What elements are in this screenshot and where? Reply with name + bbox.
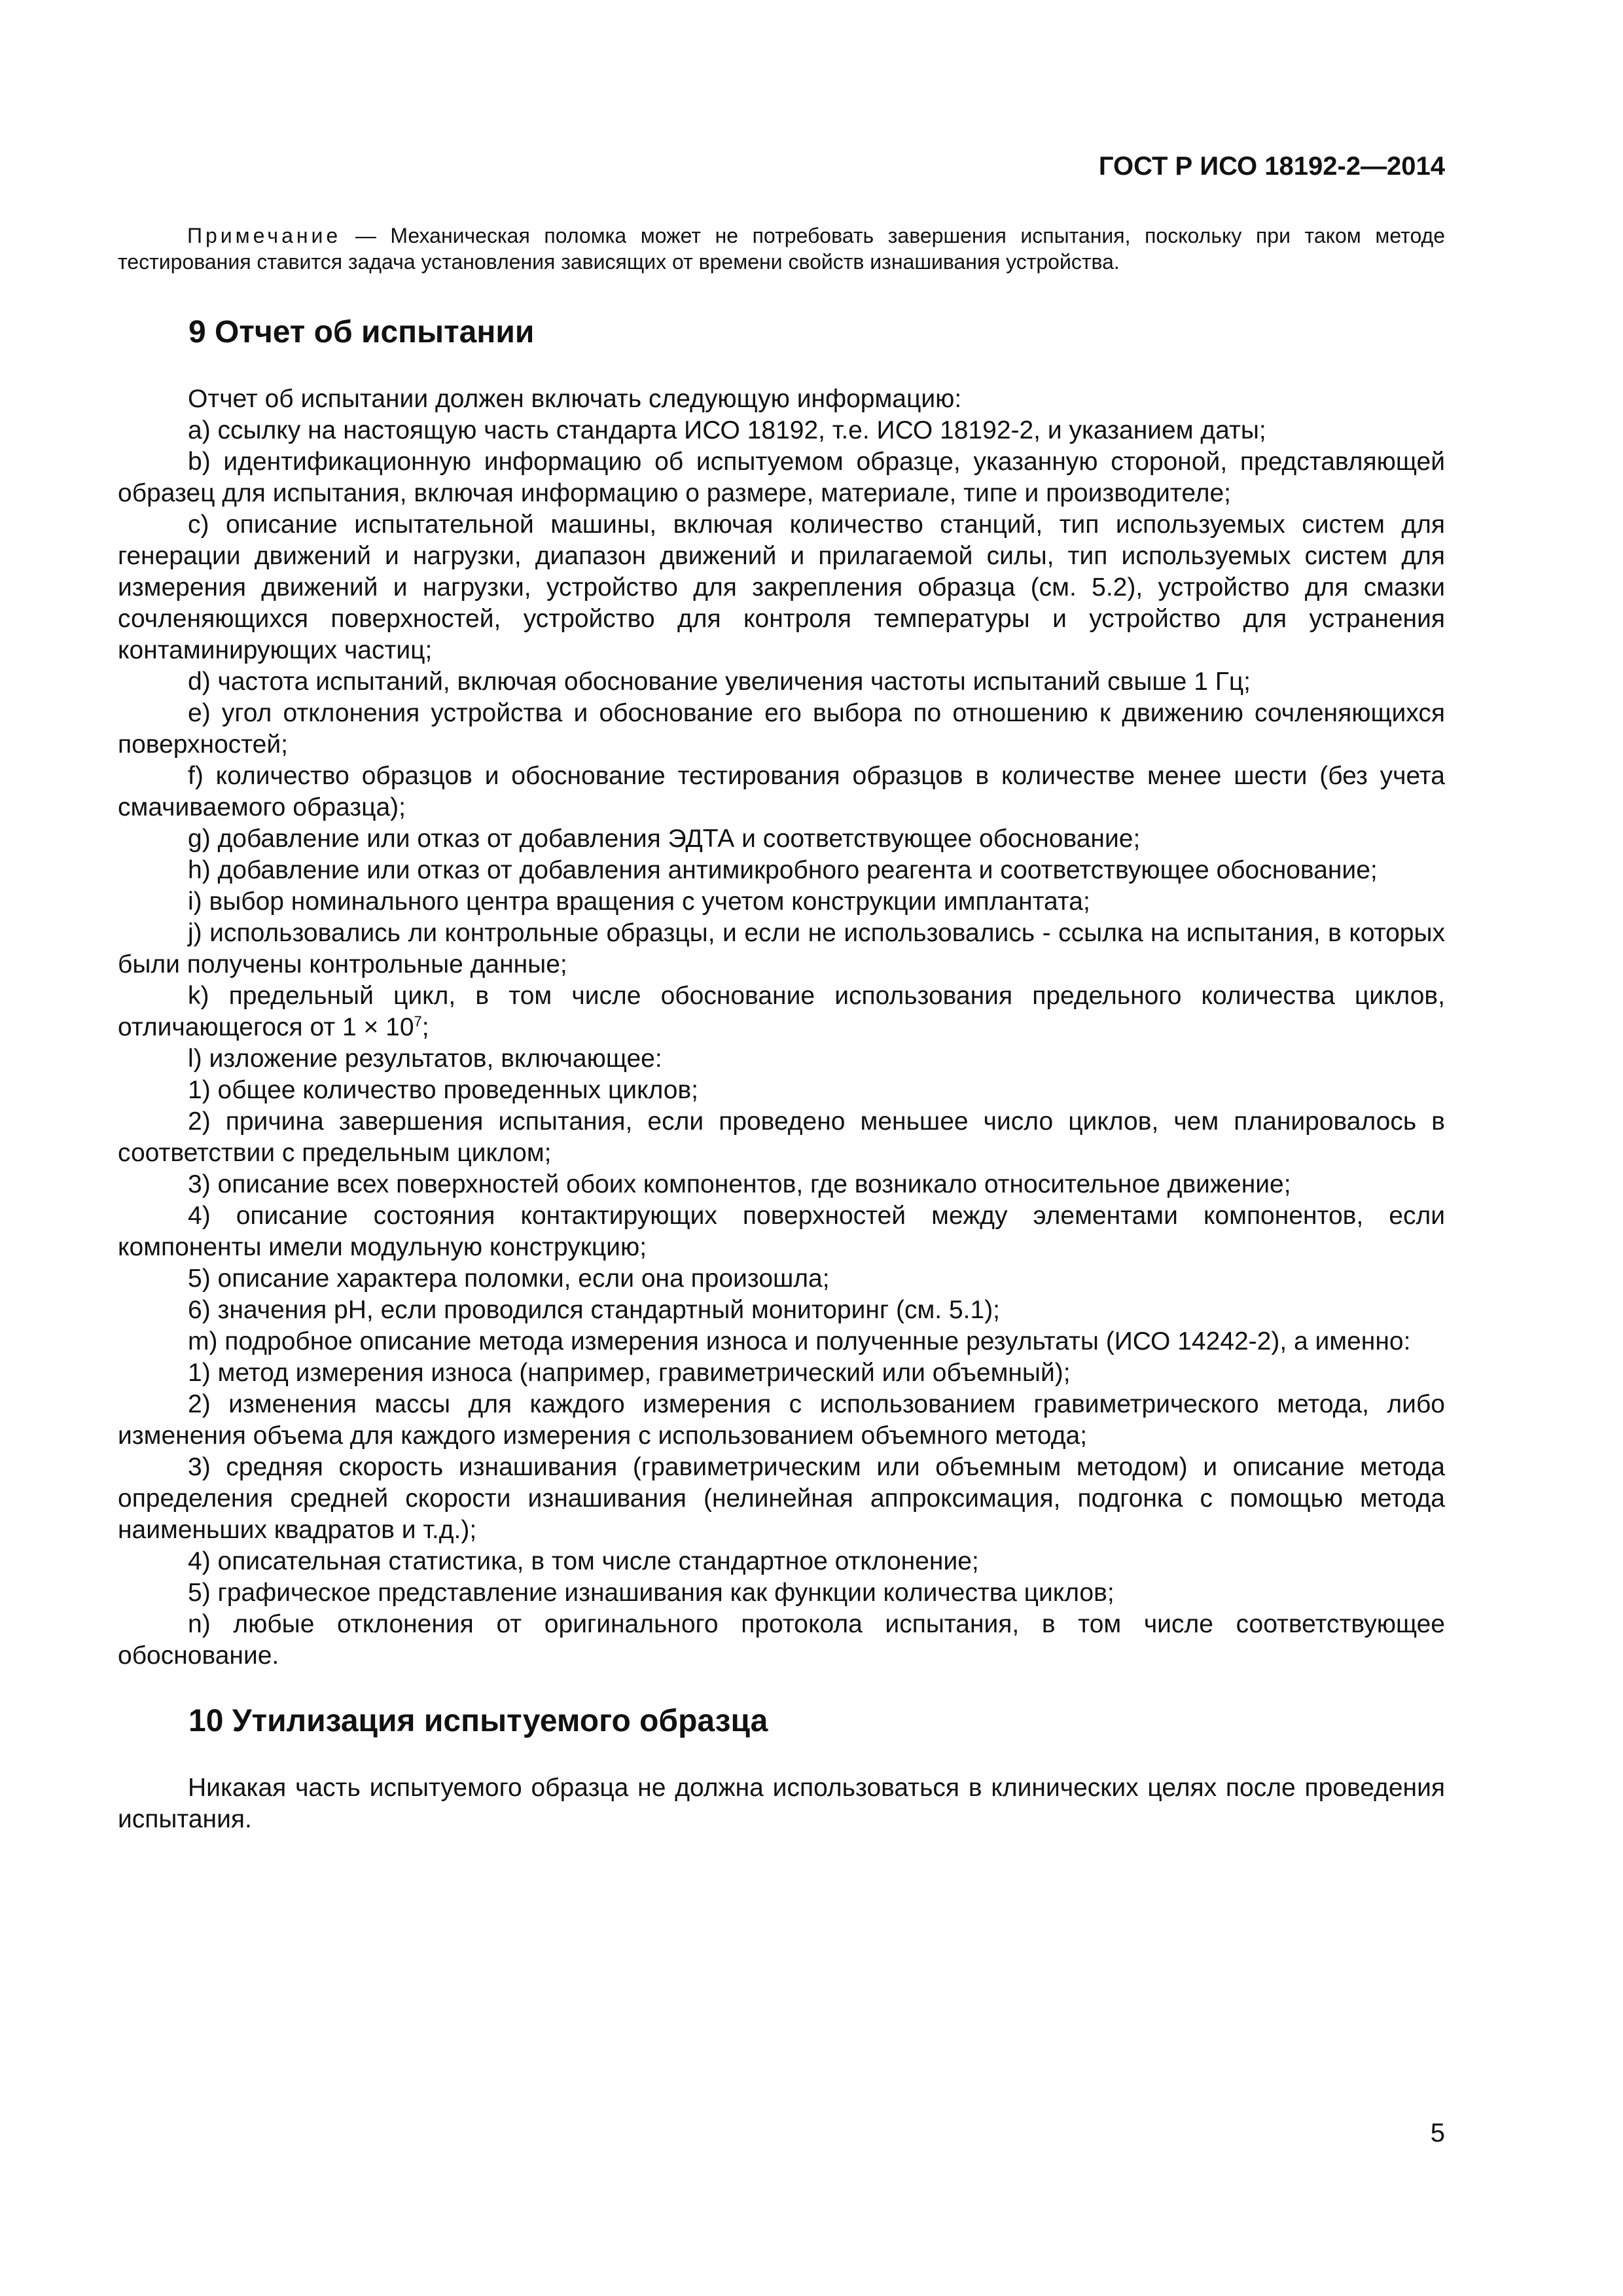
list-item-k [118, 980, 1445, 1043]
list-item-b: b) идентификационную информацию об испытуемом образце, указанную стороной, представляющей образец для испытания, включая информацию о размере, материале, типе и производителе; [118, 448, 1445, 507]
list-item-d: d) частота испытаний, включая обоснование увеличения частоты испытаний свыше 1 Гц; [188, 668, 1251, 696]
list-item-m-4: 4) описательная статистика, в том числе стандартное отклонение; [188, 1547, 979, 1575]
list-item-i: i) выбор номинального центра вращения с учетом конструкции имплантата; [188, 888, 1090, 916]
list-item-l-6: 6) значения pH, если проводился стандартный мониторинг (см. 5.1); [188, 1296, 1001, 1324]
page-number: 5 [1430, 2119, 1445, 2147]
list-item-k-text: k) предельный цикл, в том числе обоснование использования предельного количества циклов, отличающегося от 1 × 10 [118, 982, 1445, 1041]
list-item-l-1: 1) общее количество проведенных циклов; [188, 1076, 699, 1104]
list-item-k-exponent: 7 [414, 1013, 422, 1030]
list-item-j: j) использовались ли контрольные образцы, и если не использовались - ссылка на испытания, в которых были получены контрольные данные; [118, 919, 1445, 978]
note-text: — Механическая поломка может не потребовать завершения испытания, поскольку при таком методе тестирования ставится задача установления зависящих от времени свойств изнашивания устройства. [118, 224, 1445, 274]
list-item-a: a) ссылку на настоящую часть стандарта ИСО 18192, т.е. ИСО 18192-2, и указанием даты; [188, 416, 1266, 444]
list-item-l-5: 5) описание характера поломки, если она произошла; [188, 1265, 830, 1293]
note-label: Примечание [187, 224, 342, 247]
list-item-l-3: 3) описание всех поверхностей обоих компонентов, где возникало относительное движение; [188, 1170, 1291, 1198]
section-10-text: Никакая часть испытуемого образца не должна использоваться в клинических целях после проведения испытания. [118, 1774, 1445, 1833]
list-item-k-end: ; [421, 1013, 429, 1041]
section-10-title: 10 Утилизация испытуемого образца [188, 1704, 768, 1738]
note-paragraph [118, 223, 1445, 275]
list-item-g: g) добавление или отказ от добавления ЭДТА и соответствующее обоснование; [188, 825, 1141, 853]
list-item-m: m) подробное описание метода измерения износа и полученные результаты (ИСО 14242-2), а именно: [188, 1327, 1411, 1355]
list-item-m-5: 5) графическое представление изнашивания как функции количества циклов; [188, 1579, 1115, 1607]
list-item-f: f) количество образцов и обоснование тестирования образцов в количестве менее шести (без учета смачиваемого образца); [118, 762, 1445, 821]
list-item-m-3: 3) средняя скорость изнашивания (гравиметрическим или объемным методом) и описание метода определения средней скорости изнашивания (нелинейная аппроксимация, подгонка с помощью метода наименьших квадратов и т.д.); [118, 1453, 1445, 1544]
list-item-m-1: 1) метод измерения износа (например, гравиметрический или объемный); [188, 1359, 1071, 1387]
list-item-m-2: 2) изменения массы для каждого измерения с использованием гравиметрического метода, либо изменения объема для каждого измерения с использованием объемного метода; [118, 1390, 1445, 1450]
section-9-title: 9 Отчет об испытании [188, 315, 535, 350]
list-item-l-4: 4) описание состояния контактирующих поверхностей между элементами компонентов, если компоненты имели модульную конструкцию; [118, 1202, 1445, 1261]
list-item-l-2: 2) причина завершения испытания, если проведено меньшее число циклов, чем планировалось в соответствии с предельным циклом; [118, 1107, 1445, 1167]
list-item-e: e) угол отклонения устройства и обоснование его выбора по отношению к движению сочленяющихся поверхностей; [118, 699, 1445, 759]
list-item-c: c) описание испытательной машины, включая количество станций, тип используемых систем для генерации движений и нагрузки, диапазон движений и прилагаемой силы, тип используемых систем для измерения движений и нагрузки, устройство для закрепления образца (см. 5.2), устройство для смазки сочленяющихся поверхностей, устройство для контроля температуры и устройство для устранения контаминирующих частиц; [118, 511, 1445, 664]
list-item-n: n) любые отклонения от оригинального протокола испытания, в том числе соответствующее обоснование. [118, 1610, 1445, 1670]
list-item-h: h) добавление или отказ от добавления антимикробного реагента и соответствующее обоснование; [188, 856, 1378, 884]
document-header: ГОСТ Р ИСО 18192-2—2014 [1098, 152, 1445, 181]
list-item-l: l) изложение результатов, включающее: [188, 1045, 662, 1073]
section-9-intro: Отчет об испытании должен включать следующую информацию: [188, 385, 962, 413]
